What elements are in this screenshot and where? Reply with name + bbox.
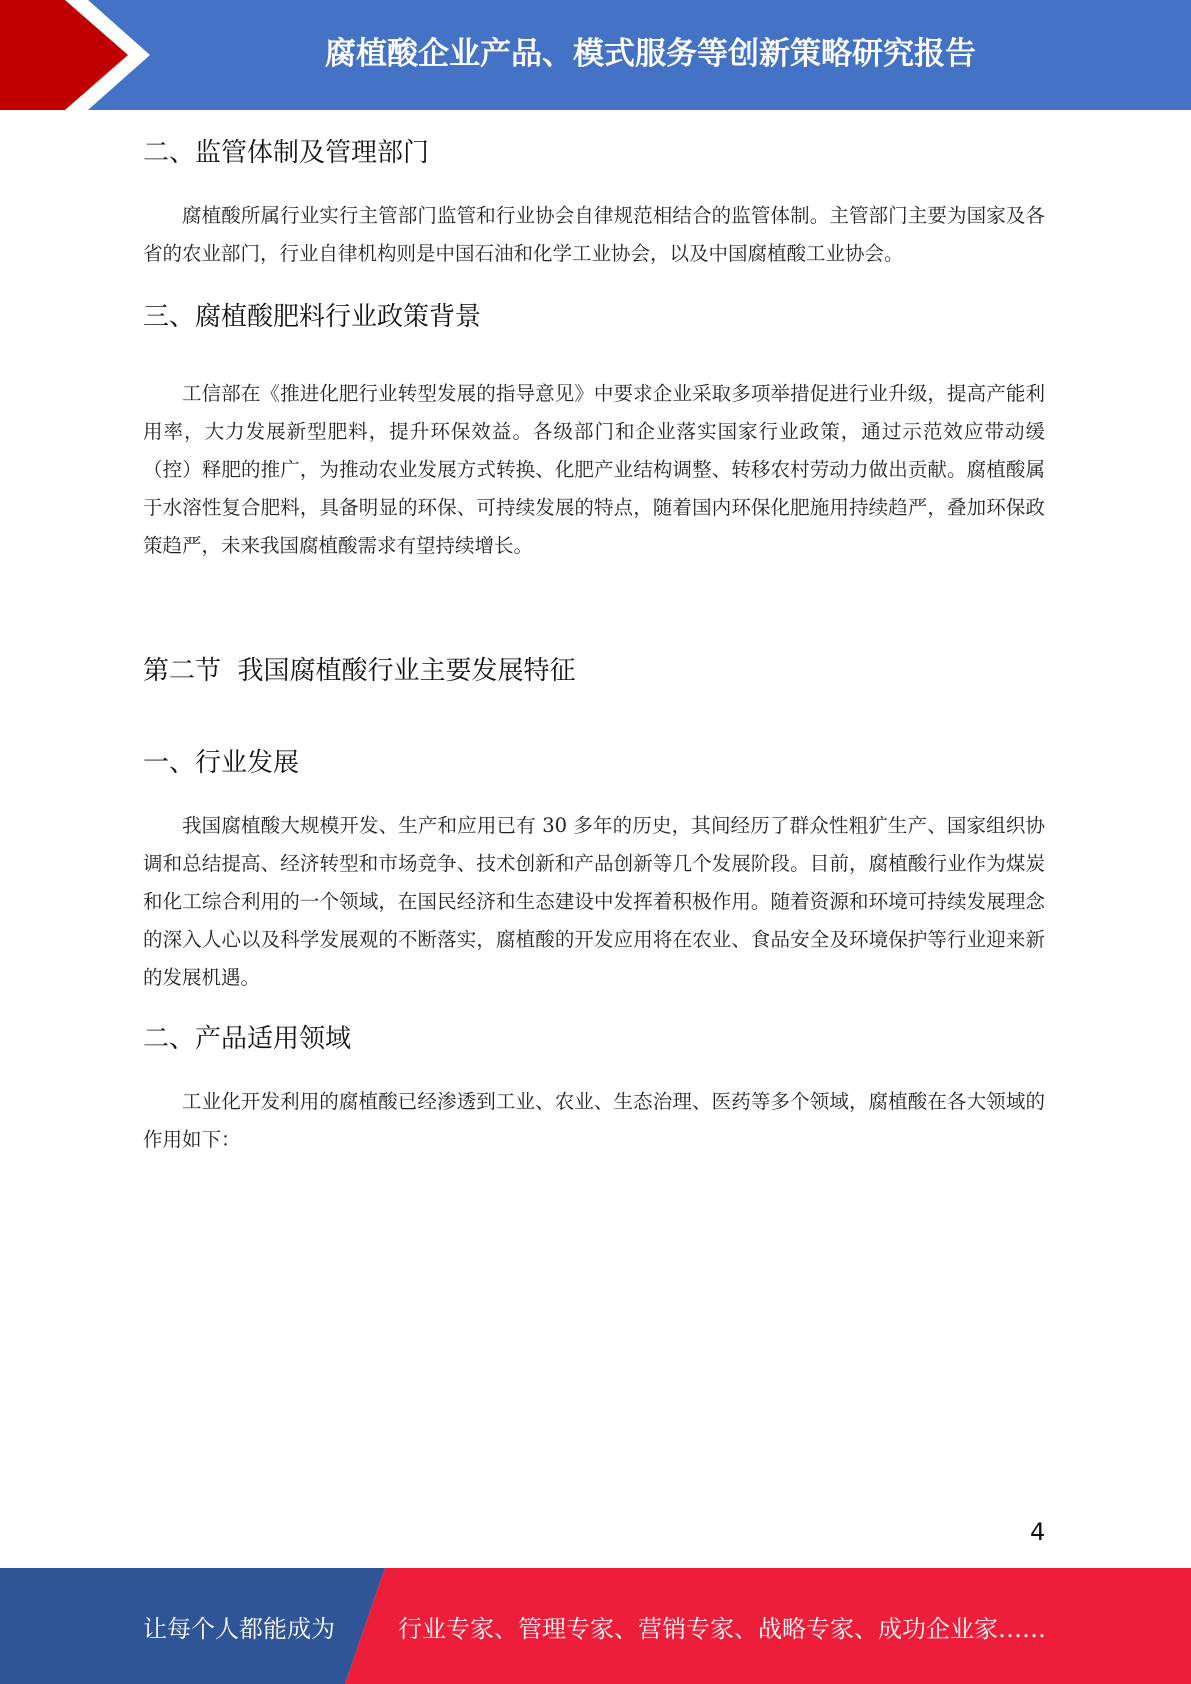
paragraph: 我国腐植酸大规模开发、生产和应用已有 30 多年的历史，其间经历了群众性粗犷生产、国家组织协调和总结提高、经济转型和市场竞争、技术创新和产品创新等几个发展阶段。目前，腐植酸行业作为煤炭和化工综合利用的一个领域，在国民经济和生态建设中发挥着积极作用。随着资源和环境可持续发展理念的深入人心以及科学发展观的不断落实，腐植酸的开发应用将在农业、食品安全及环境保护等行业迎来新的发展机遇。 (143, 814, 1045, 989)
footer-slogan-right: 行业专家、管理专家、营销专家、战略专家、成功企业家…… (398, 1614, 1046, 1643)
paragraph: 工业化开发利用的腐植酸已经渗透到工业、农业、生态治理、医药等多个领域，腐植酸在各大领域的作用如下： (143, 1090, 1045, 1151)
section-heading: 二、监管体制及管理部门 (143, 138, 430, 168)
header-bar (0, 0, 1191, 110)
footer-slogan-left: 让每个人都能成为 (143, 1614, 335, 1643)
section-heading: 一、行业发展 (143, 748, 300, 778)
paragraph: 工信部在《推进化肥行业转型发展的指导意见》中要求企业采取多项举措促进行业升级，提高产能利用率，大力发展新型肥料，提升环保效益。各级部门和企业落实国家行业政策，通过示范效应带动缓（控）释肥的推广，为推动农业发展方式转换、化肥产业结构调整、转移农村劳动力做出贡献。腐植酸属于水溶性复合肥料，具备明显的环保、可持续发展的特点，随着国内环保化肥施用持续趋严，叠加环保政策趋严，未来我国腐植酸需求有望持续增长。 (143, 382, 1045, 557)
section-heading: 三、腐植酸肥料行业政策背景 (143, 302, 482, 332)
paragraph: 腐植酸所属行业实行主管部门监管和行业协会自律规范相结合的监管体制。主管部门主要为国家及各省的农业部门，行业自律机构则是中国石油和化学工业协会，以及中国腐植酸工业协会。 (143, 204, 1045, 265)
page-number: 4 (1030, 1518, 1046, 1546)
footer-bar (0, 1568, 1191, 1684)
section-heading: 二、产品适用领域 (143, 1024, 352, 1054)
chapter-heading: 第二节 我国腐植酸行业主要发展特征 (143, 656, 576, 686)
header-title: 腐植酸企业产品、模式服务等创新策略研究报告 (325, 35, 976, 72)
